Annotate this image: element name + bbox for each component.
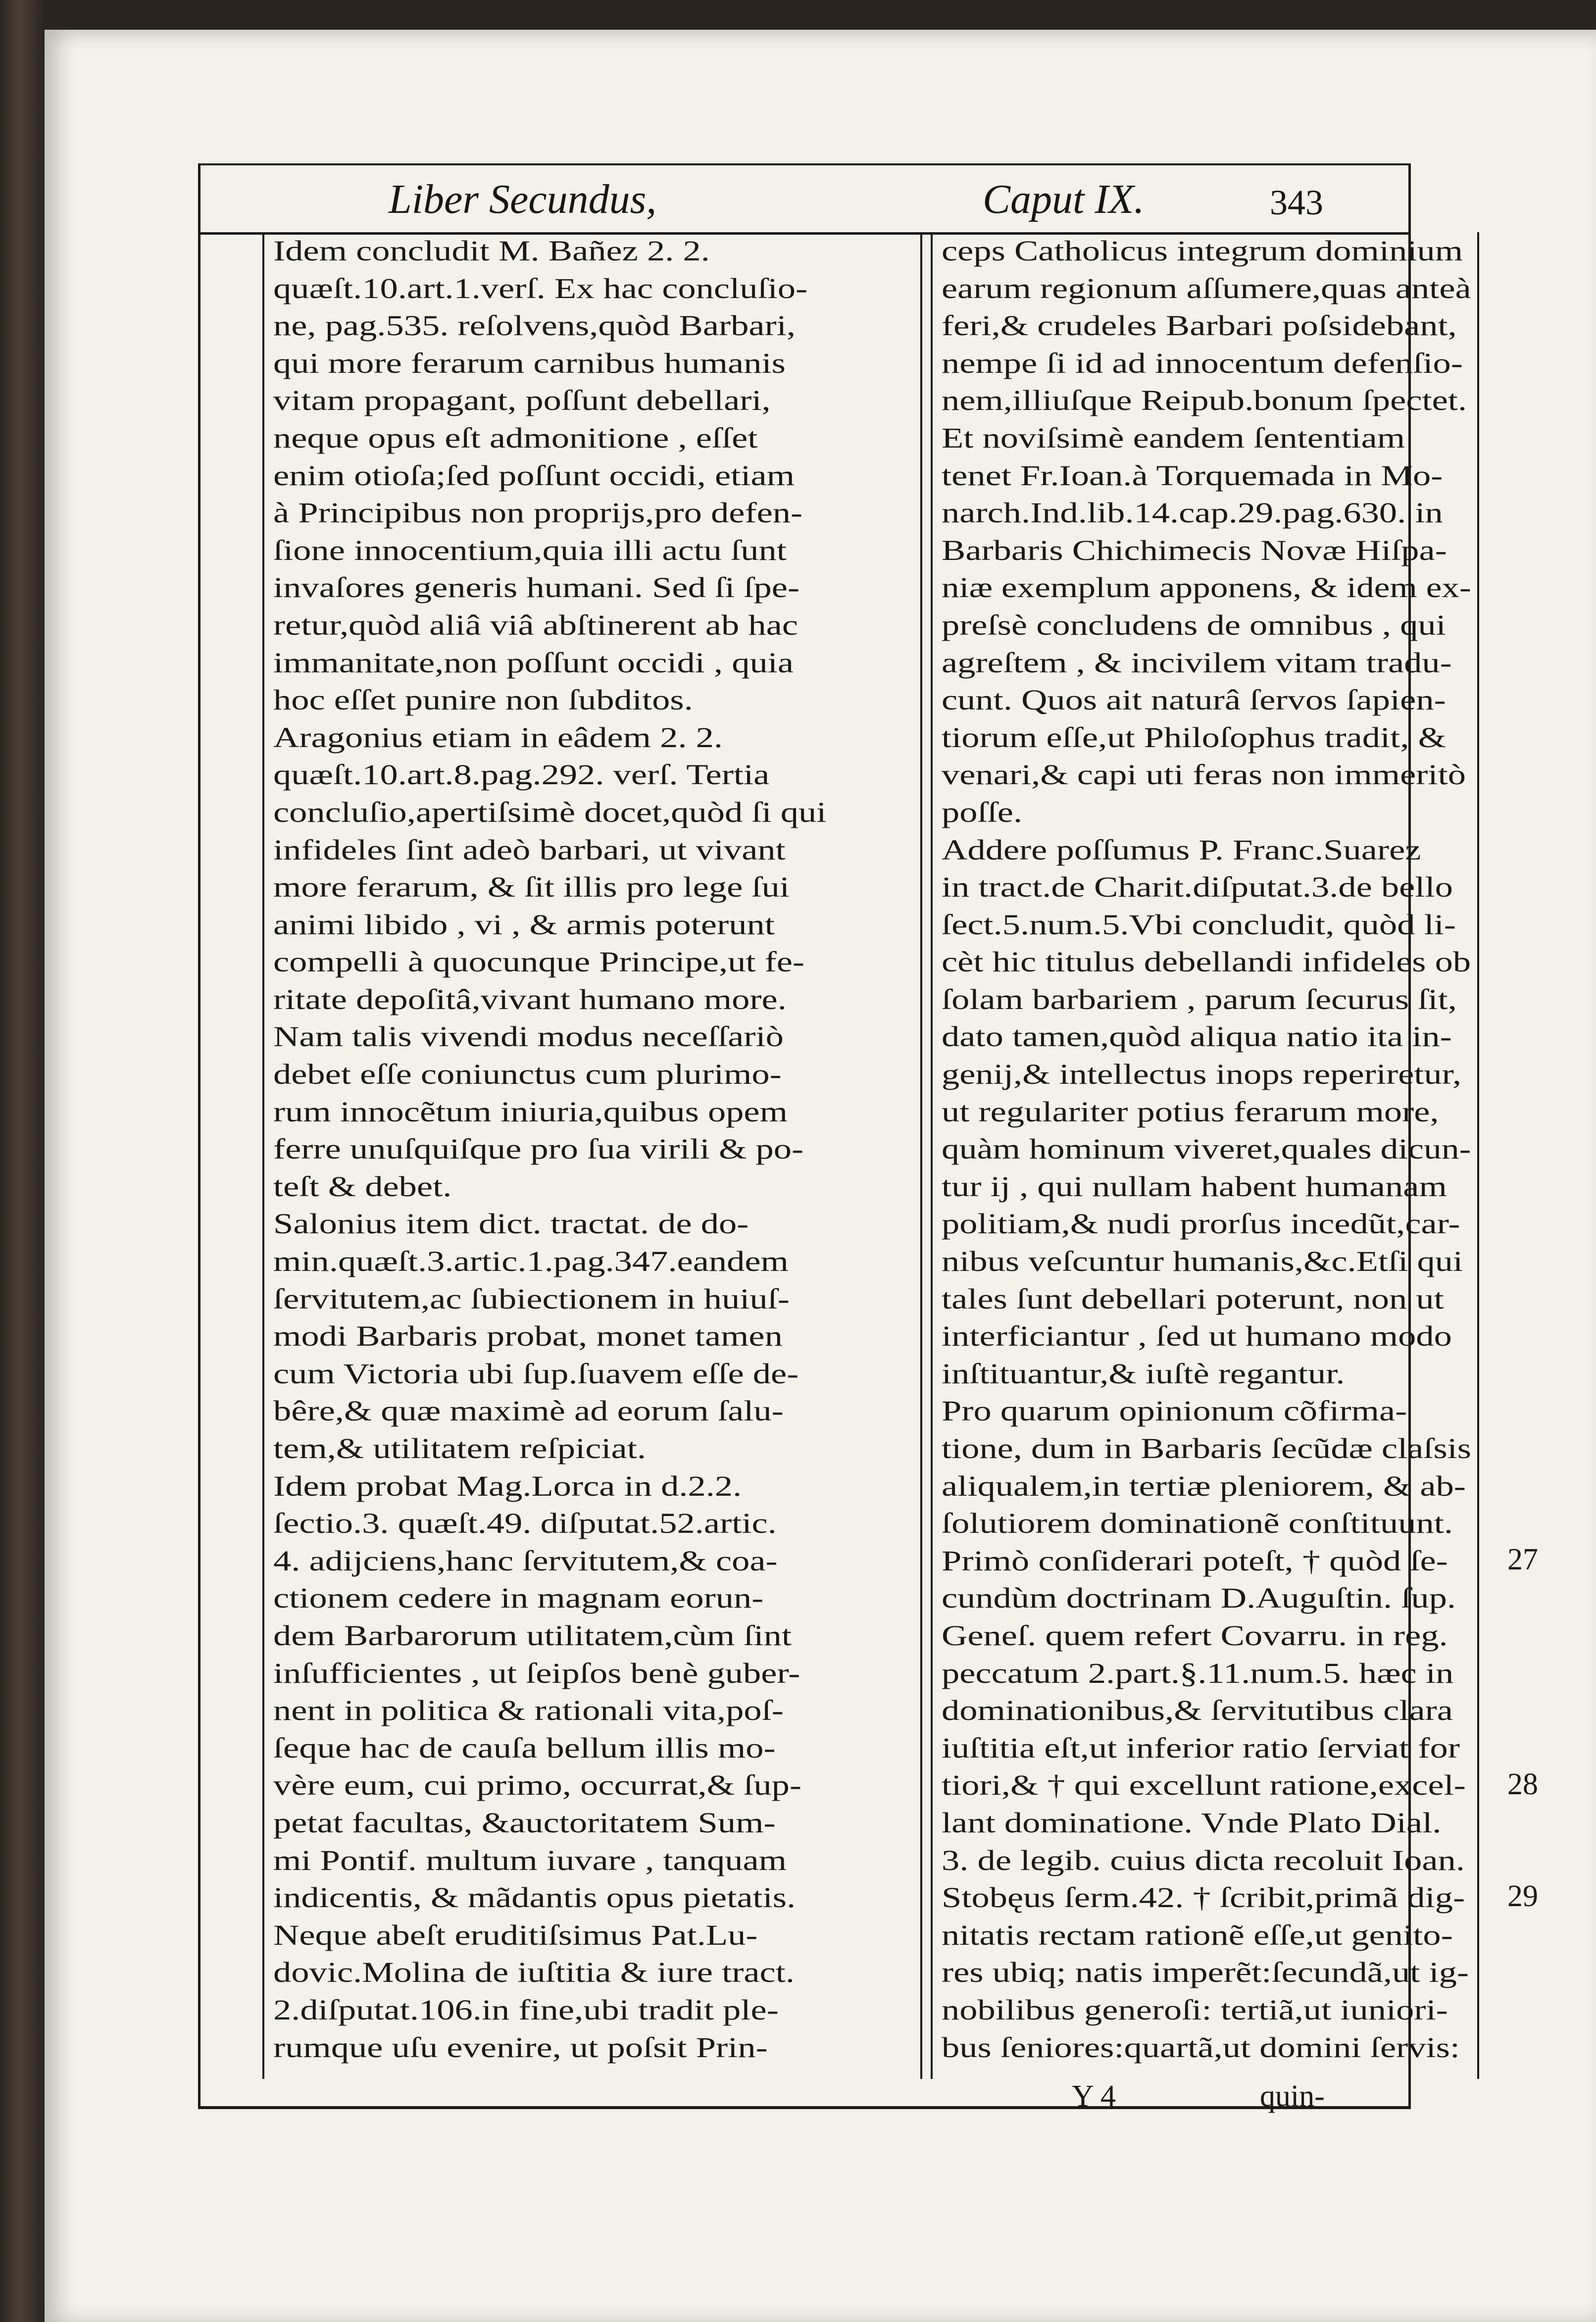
text-line: inſufficientes , ut ſeipſos benè guber- [273, 1657, 800, 1689]
text-line: animi libido , vi , & armis poterunt [273, 908, 775, 941]
text-line: Aragonius etiam in eâdem 2. 2. [273, 721, 723, 754]
text-line: nent in politica & rationali vita,poſ- [273, 1694, 784, 1727]
text-line: iuſtitia eſt,ut inferior ratio ſerviat for [942, 1731, 1460, 1764]
left-column [262, 232, 922, 2079]
text-line: Nam talis vivendi modus neceſſariò [273, 1020, 784, 1053]
text-line: poſſe. [942, 796, 1023, 828]
text-line: Barbaris Chichimecis Novæ Hiſpa- [942, 534, 1447, 566]
text-line: agreſtem , & incivilem vitam tradu- [942, 646, 1452, 679]
text-line: quæſt.10.art.8.pag.292. verſ. Tertia [273, 758, 770, 791]
text-line: feri,& crudeles Barbari poſsidebant, [942, 309, 1457, 342]
text-line: preſsè concludens de omnibus , qui [942, 608, 1446, 641]
text-line: petat facultas, &auctoritatem Sum- [273, 1806, 776, 1839]
text-line: vère eum, cui primo, occurrat,& ſup- [273, 1769, 801, 1802]
text-line: 3. de legib. cuius dicta recoluit Ioan. [942, 1844, 1465, 1876]
text-line: ritate depoſitâ,vivant humano more. [273, 983, 787, 1015]
text-line: ſect.5.num.5.Vbi concludit, quòd li- [942, 908, 1456, 941]
running-header [200, 165, 1408, 235]
text-line: cum Victoria ubi ſup.ſuavem eſſe de- [273, 1357, 799, 1390]
text-line: quæſt.10.art.1.verſ. Ex hac concluſio- [273, 272, 808, 304]
text-line: Primò conſiderari poteſt, † quòd ſe- [942, 1544, 1448, 1577]
text-line: rum innocẽtum iniuria,quibus opem [273, 1095, 788, 1128]
catchword: quin- [1260, 2079, 1325, 2113]
text-line: narch.Ind.lib.14.cap.29.pag.630. in [942, 497, 1443, 529]
text-line: ceps Catholicus integrum dominium [942, 235, 1463, 267]
text-line: min.quæſt.3.artic.1.pag.347.eandem [273, 1245, 789, 1278]
text-line: Addere poſſumus P. Franc.Suarez [942, 833, 1421, 866]
text-line: dem Barbarorum utilitatem,cùm ſint [273, 1619, 792, 1652]
text-line: cèt hic titulus debellandi infideles ob [942, 946, 1471, 978]
text-line: infideles ſint adeò barbari, ut vivant [273, 833, 786, 866]
text-line: nitatis rectam rationẽ eſſe,ut genito- [942, 1918, 1453, 1951]
text-line: nibus veſcuntur humanis,&c.Etſi qui [942, 1245, 1463, 1278]
header-chapter: Caput IX. [983, 176, 1145, 222]
text-line: venari,& capi uti feras non immeritò [942, 758, 1466, 791]
text-line: cunt. Quos ait naturâ ſervos ſapien- [942, 684, 1446, 716]
text-line: retur,quòd aliâ viâ abſtinerent ab hac [273, 608, 798, 641]
text-line: mi Pontif. multum iuvare , tanquam [273, 1844, 787, 1876]
text-line: vitam propagant, poſſunt debellari, [273, 384, 771, 417]
text-line: concluſio,apertiſsimè docet,quòd ſi qui [273, 796, 827, 828]
text-line: rumque uſu evenire, ut poſsit Prin- [273, 2031, 768, 2064]
text-line: compelli à quocunque Principe,ut fe- [273, 946, 805, 978]
text-line: hoc eſſet punire non ſubditos. [273, 684, 693, 716]
text-line: niæ exemplum apponens, & idem ex- [942, 571, 1471, 604]
text-line: à Principibus non proprijs,pro defen- [273, 497, 803, 529]
text-line: Neque abeſt eruditiſsimus Pat.Lu- [273, 1918, 758, 1951]
text-line: nem,illiuſque Reipub.bonum ſpectet. [942, 384, 1467, 417]
margin-note-numbers [1497, 165, 1596, 2096]
text-line: indicentis, & mãdantis opus pietatis. [273, 1881, 796, 1914]
text-line: tiori,& † qui excellunt ratione,excel- [942, 1769, 1466, 1802]
page-number: 343 [1270, 183, 1323, 222]
text-line: politiam,& nudi prorſus incedũt,car- [942, 1208, 1460, 1240]
text-line: dovic.Molina de iuſtitia & iure tract. [273, 1956, 795, 1989]
text-line: ſervitutem,ac ſubiectionem in huiuſ- [273, 1282, 790, 1315]
text-line: Et noviſsimè eandem ſententiam [942, 421, 1405, 454]
text-line: tem,& utilitatem reſpiciat. [273, 1432, 646, 1464]
text-line: bêre,& quæ maximè ad eorum ſalu- [273, 1395, 784, 1427]
text-line: tione, dum in Barbaris ſecũdæ claſsis [942, 1432, 1471, 1464]
text-line: Pro quarum opinionum cõfirma- [942, 1395, 1407, 1427]
text-line: ctionem cedere in magnam eorun- [273, 1582, 764, 1615]
text-line: inſtituantur,& iuſtè regantur. [942, 1357, 1345, 1390]
text-line: invaſores generis humani. Sed ſi ſpe- [273, 571, 800, 604]
margin-number: 27 [1507, 1543, 1538, 1576]
text-line: earum regionum aſſumere,quas anteà [942, 272, 1471, 304]
text-line: interficiantur , ſed ut humano modo [942, 1320, 1452, 1353]
text-line: neque opus eſt admonitione , eſſet [273, 421, 758, 454]
text-line: immanitate,non poſſunt occidi , quia [273, 646, 794, 679]
text-line: tur ij , qui nullam habent humanam [942, 1170, 1447, 1203]
text-line: debet eſſe coniunctus cum plurimo- [273, 1058, 782, 1091]
margin-number: 29 [1507, 1879, 1538, 1914]
right-column [931, 232, 1479, 2079]
text-frame [198, 163, 1538, 2113]
text-line: modi Barbaris probat, monet tamen [273, 1320, 783, 1353]
text-line: 2.diſputat.106.in fine,ubi tradit ple- [273, 1993, 779, 2026]
text-line: ſione innocentium,quia illi actu ſunt [273, 534, 787, 566]
text-line: Salonius item dict. tractat. de do- [273, 1208, 749, 1240]
text-line: ferre unuſquiſque pro ſua virili & po- [273, 1133, 804, 1165]
text-line: Stobęus ſerm.42. † ſcribit,primã dig- [942, 1881, 1465, 1914]
text-line: cundùm doctrinam D.Auguſtin. ſup. [942, 1582, 1456, 1615]
text-line: enim otioſa;ſed poſſunt occidi, etiam [273, 459, 795, 492]
text-line: quàm hominum viveret,quales dicun- [942, 1133, 1471, 1165]
text-line: aliqualem,in tertiæ pleniorem, & ab- [942, 1469, 1466, 1502]
text-line: dominationibus,& ſervitutibus clara [942, 1694, 1453, 1727]
text-line: in tract.de Charit.diſputat.3.de bello [942, 871, 1453, 904]
signature-mark: Y 4 [1072, 2079, 1116, 2113]
text-line: tales ſunt debellari poterunt, non ut [942, 1282, 1444, 1315]
text-line: 4. adijciens,hanc ſervitutem,& coa- [273, 1544, 778, 1577]
text-line: qui more ferarum carnibus humanis [273, 347, 786, 379]
text-line: Idem probat Mag.Lorca in d.2.2. [273, 1469, 742, 1502]
text-line: res ubiq; natis imperẽt:ſecundã,ut ig- [942, 1956, 1469, 1989]
book-page [45, 30, 1596, 2322]
header-book-title: Liber Secundus, [389, 176, 657, 222]
text-line: tenet Fr.Ioan.à Torquemada in Mo- [942, 459, 1443, 492]
text-line: tiorum eſſe,ut Philoſophus tradit, & [942, 721, 1446, 754]
text-line: ne, pag.535. reſolvens,quòd Barbari, [273, 309, 796, 342]
text-line: ſolutiorem dominationẽ conſtituunt. [942, 1507, 1453, 1540]
text-line: peccatum 2.part.§.11.num.5. hæc in [942, 1657, 1454, 1689]
text-line: nobilibus generoſi: tertiã,ut iuniori- [942, 1993, 1448, 2026]
text-line: teſt & debet. [273, 1170, 452, 1203]
text-line: Geneſ. quem refert Covarru. in reg. [942, 1619, 1448, 1652]
text-line: bus ſeniores:quartã,ut domini ſervis: [942, 2031, 1460, 2064]
text-line: ut regulariter potius ferarum more, [942, 1095, 1439, 1128]
text-line: nempe ſi id ad innocentum defenſio- [942, 347, 1463, 379]
text-line: ſolam barbariem , parum ſecurus ſit, [942, 983, 1457, 1015]
text-line: Idem concludit M. Bañez 2. 2. [273, 235, 710, 267]
text-line: more ferarum, & ſit illis pro lege ſui [273, 871, 790, 904]
text-line: genij,& intellectus inops reperiretur, [942, 1058, 1462, 1091]
text-line: ſectio.3. quæſt.49. diſputat.52.artic. [273, 1507, 777, 1540]
margin-number: 28 [1507, 1767, 1538, 1801]
text-line: lant dominatione. Vnde Plato Dial. [942, 1806, 1442, 1839]
page-footer [200, 2079, 1408, 2113]
text-line: ſeque hac de cauſa bellum illis mo- [273, 1731, 776, 1764]
text-line: dato tamen,quòd aliqua natio ita in- [942, 1020, 1452, 1053]
